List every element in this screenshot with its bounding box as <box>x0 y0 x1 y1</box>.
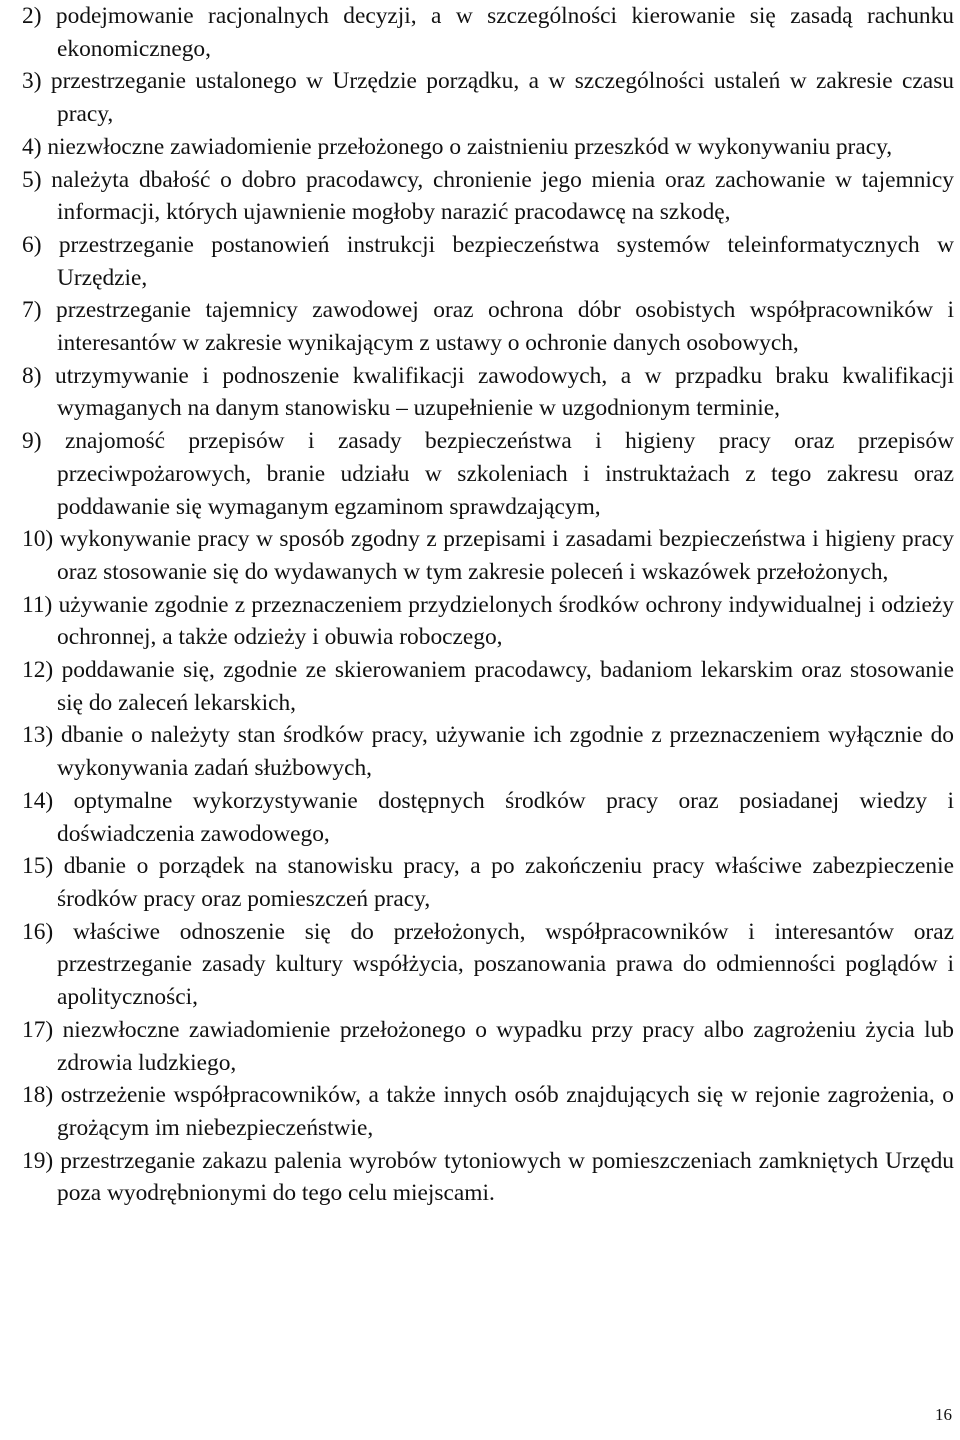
list-item-number: 12) <box>22 657 54 684</box>
list-item-text: dbanie o należyty stan środków pracy, używanie ich zgodnie z przeznaczeniem wyłącznie do wykonywania zadań służbowych, <box>57 722 955 782</box>
page-number: 16 <box>935 1405 952 1424</box>
list-item <box>22 850 954 915</box>
list-item-text: optymalne wykorzystywanie dostępnych środków pracy oraz posiadanej wiedzy i doświadczenia zawodowego, <box>57 787 954 847</box>
list-item <box>22 1014 954 1079</box>
list-item <box>22 131 954 164</box>
list-item <box>22 294 954 359</box>
list-item-text: należyta dbałość o dobro pracodawcy, chronienie jego mienia oraz zachowanie w tajemnicy informacji, których ujawnienie mogłoby narazić pracodawcę na szkodę, <box>51 166 954 226</box>
list-item <box>22 164 954 229</box>
list-item-number: 10) <box>22 526 54 553</box>
list-item-text: znajomość przepisów i zasady bezpieczeństwa i higieny pracy oraz przepisów przeciwpożarowych, branie udziału w szkoleniach i instruktażach z tego zakresu oraz poddawanie się wymaganym egzaminom sprawdzającym, <box>57 428 954 520</box>
list-item-text: przestrzeganie postanowień instrukcji bezpieczeństwa systemów teleinformatycznych w Urzędzie, <box>57 231 954 291</box>
list-item-number: 17) <box>22 1016 54 1043</box>
list-item-number: 14) <box>22 787 54 814</box>
list-item-text: przestrzeganie ustalonego w Urzędzie porządku, a w szczególności ustaleń w zakresie czasu pracy, <box>50 68 954 128</box>
list-item-text: wykonywanie pracy w sposób zgodny z przepisami i zasadami bezpieczeństwa i higieny pracy oraz stosowanie się do wydawanych w tym zakresie poleceń i wskazówek przełożonych, <box>57 526 954 585</box>
list-item-number: 18) <box>22 1082 54 1109</box>
list-item <box>22 1079 954 1144</box>
list-item-text: używanie zgodnie z przeznaczeniem przydzielonych środków ochrony indywidualnej i odzieży ochronnej, a także odzieży i obuwia roboczego, <box>57 591 954 651</box>
list-item <box>22 0 954 65</box>
list-item-number: 8) <box>22 362 42 389</box>
list-item-number: 7) <box>22 297 42 324</box>
list-item <box>22 785 954 850</box>
list-item-text: ostrzeżenie współpracowników, a także innych osób znajdujących się w rejonie zagrożenia, o grożącym im niebezpieczeństwie, <box>57 1082 954 1141</box>
list-item-number: 15) <box>22 853 54 880</box>
list-item <box>22 425 954 523</box>
list-item <box>22 719 954 784</box>
list-item-number: 13) <box>22 722 54 749</box>
list-item-number: 6) <box>22 231 42 258</box>
list-item <box>22 1145 954 1210</box>
list-item-number: 9) <box>22 428 42 455</box>
list-item <box>22 916 954 1014</box>
list-item-text: właściwe odnoszenie się do przełożonych, współpracowników i interesantów oraz przestrzeganie zasady kultury współżycia, poszanowania prawa do odmienności poglądów i apolityczności, <box>57 918 954 1011</box>
list-item-text: niezwłoczne zawiadomienie przełożonego o wypadku przy pracy albo zagrożeniu życia lub zdrowia ludzkiego, <box>57 1016 954 1076</box>
list-item-number: 11) <box>22 591 53 618</box>
list-item-text: dbanie o porządek na stanowisku pracy, a po zakończeniu pracy właściwe zabezpieczenie środków pracy oraz pomieszczeń pracy, <box>57 853 954 912</box>
list-item-number: 19) <box>22 1147 54 1174</box>
list-item <box>22 65 954 130</box>
list-item <box>22 589 954 654</box>
list-item-number: 16) <box>22 918 54 945</box>
duties-list <box>22 0 954 1210</box>
list-item <box>22 229 954 294</box>
list-item-number: 4) <box>22 133 42 160</box>
list-item-text: przestrzeganie zakazu palenia wyrobów tytoniowych w pomieszczeniach zamkniętych Urzędu poza wyodrębnionymi do tego celu miejscami. <box>57 1147 955 1207</box>
list-item <box>22 523 954 588</box>
list-item-number: 3) <box>22 68 42 95</box>
list-item-text: przestrzeganie tajemnicy zawodowej oraz ochrona dóbr osobistych współpracowników i interesantów w zakresie wynikającym z ustawy o ochronie danych osobowych, <box>56 297 954 357</box>
list-item-number: 5) <box>22 166 42 193</box>
list-item-text: podejmowanie racjonalnych decyzji, a w szczególności kierowanie się zasadą rachunku ekonomicznego, <box>55 3 954 62</box>
list-item-number: 2) <box>22 3 42 29</box>
list-item <box>22 360 954 425</box>
list-item-text: niezwłoczne zawiadomienie przełożonego o zaistnieniu przeszkód w wykonywaniu pracy, <box>47 133 893 160</box>
list-item <box>22 654 954 719</box>
list-item-text: utrzymywanie i podnoszenie kwalifikacji zawodowych, a w przpadku braku kwalifikacji wymaganych na danym stanowisku – uzupełnienie w uzgodnionym terminie, <box>55 362 954 422</box>
list-item-text: poddawanie się, zgodnie ze skierowaniem pracodawcy, badaniom lekarskim oraz stosowanie się do zaleceń lekarskich, <box>57 657 954 716</box>
